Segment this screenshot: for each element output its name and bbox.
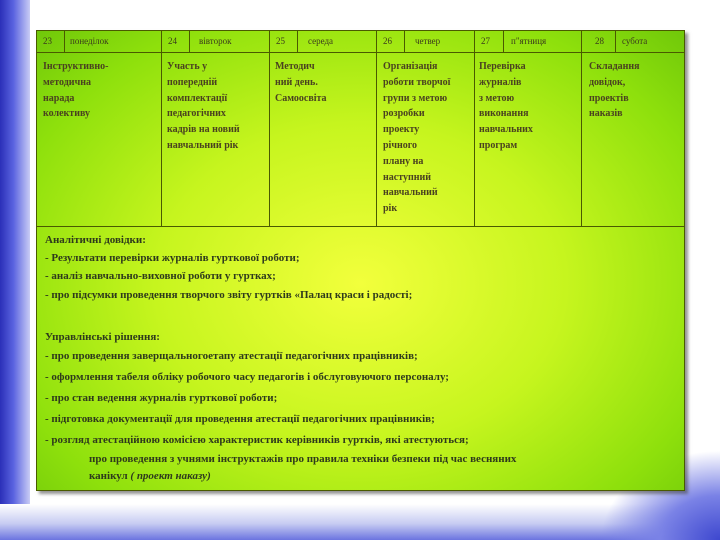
- analytics-item: - аналіз навчально-виховної роботи у гуртках;: [45, 270, 276, 282]
- day-number: 26: [383, 36, 392, 46]
- cell-friday: Перевірка журналів з метою виконання навчальних програм: [475, 53, 582, 226]
- cell-tuesday: Участь у попередній комплектації педагогічних кадрів на новий навчальний рік: [162, 53, 270, 226]
- left-decor-strip: [0, 0, 30, 540]
- header-wednesday: [270, 31, 377, 52]
- header-friday: [475, 31, 582, 52]
- decision-item: - підготовка документації для проведення атестації педагогічних працівників;: [45, 413, 435, 425]
- decision-item: - розгляд атестаційною комісією характеристик керівників гуртків, які атестуються;: [45, 434, 469, 446]
- cell-monday: Інструктивно- методична нарада колективу: [37, 53, 162, 226]
- decision-item: - про стан ведення журналів гурткової роботи;: [45, 392, 278, 404]
- analytics-title: Аналітичні довідки:: [45, 234, 146, 246]
- analytics-item: - Результати перевірки журналів гурткової роботи;: [45, 252, 300, 264]
- decision-extra-line-2: [89, 466, 211, 487]
- analytics-item: - про підсумки проведення творчого звіту гуртків «Палац краси і радості;: [45, 289, 413, 301]
- day-name: вівторок: [199, 36, 232, 46]
- schedule-panel: [36, 30, 685, 491]
- day-name: субота: [622, 36, 648, 46]
- cell-saturday: Складання довідок, проектів наказів: [589, 61, 640, 120]
- notes-section: [37, 226, 684, 491]
- week-header-row: [37, 31, 684, 53]
- header-monday: [37, 31, 162, 52]
- cell-thursday: Організація роботи творчої групи з метою розробки проекту річного плану на наступний навчальний рік: [377, 53, 475, 226]
- decision-item: - оформлення табеля обліку робочого часу педагогів і обслуговуючого персоналу;: [45, 371, 449, 383]
- day-name: середа: [308, 36, 334, 46]
- header-saturday: [582, 31, 684, 52]
- day-number: 27: [481, 36, 490, 46]
- day-number: 24: [168, 36, 177, 46]
- decision-extra-note: ( проект наказу): [127, 470, 211, 482]
- day-name: п"ятниця: [511, 36, 547, 46]
- day-number: 28: [595, 36, 604, 46]
- header-tuesday: [162, 31, 270, 52]
- cell-wednesday: Методич ний день. Самоосвіта: [270, 53, 377, 226]
- decision-extra-line: про проведення з учнями інструктажів про правила техніки безпеки під час весняних: [89, 453, 517, 465]
- day-number: 23: [43, 36, 52, 46]
- decision-item: - про проведення заверщальногоетапу атестації педагогічних працівників;: [45, 350, 418, 362]
- day-number: 25: [276, 36, 285, 46]
- decisions-title: Управлінські рішення:: [45, 331, 160, 343]
- day-name: понеділок: [70, 36, 109, 46]
- week-table: [37, 31, 684, 226]
- day-name: четвер: [415, 36, 441, 46]
- decision-extra-text: канікул: [89, 470, 128, 482]
- header-thursday: [377, 31, 475, 52]
